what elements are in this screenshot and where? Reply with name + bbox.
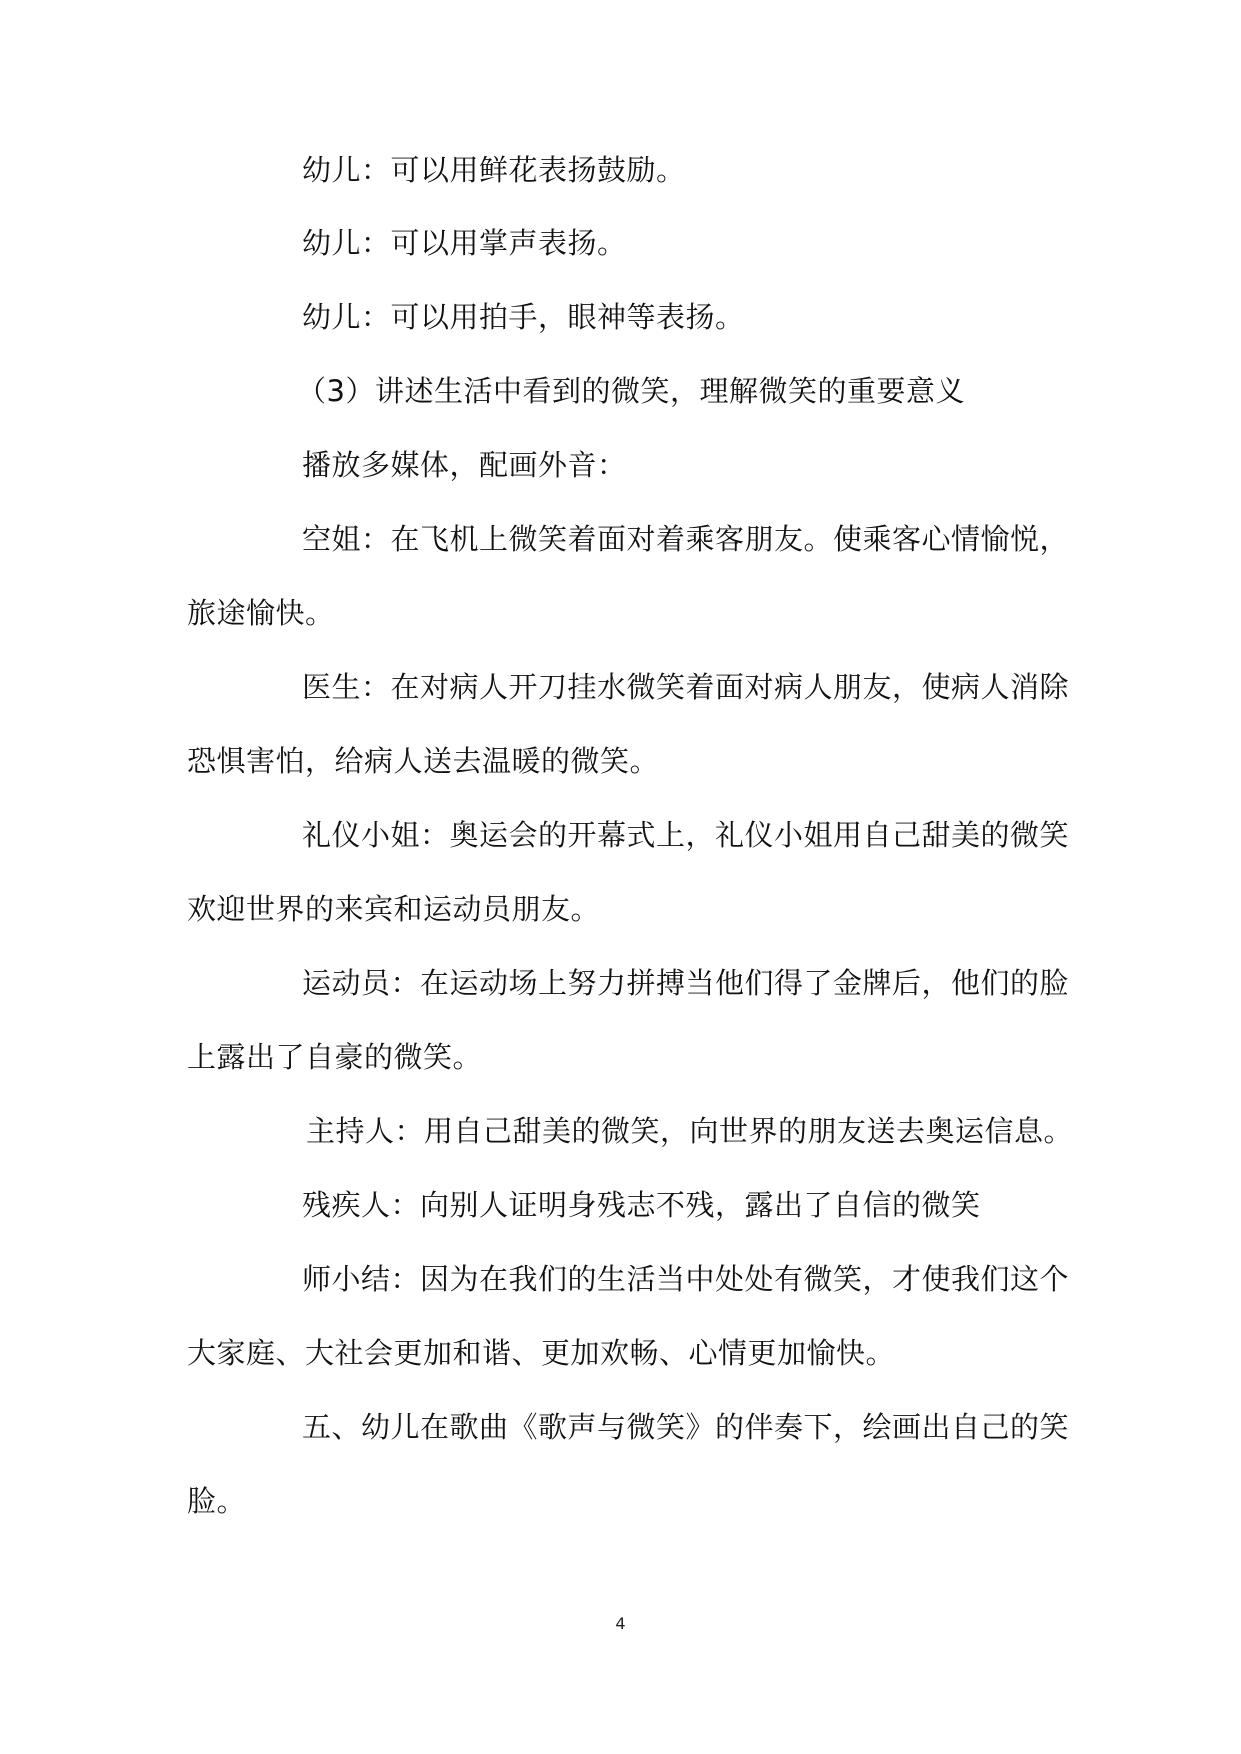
section-heading: （3）讲述生活中看到的微笑，理解微笑的重要意义 [297,374,965,408]
paragraph-line: 运动员：在运动场上努力拼搏当他们得了金牌后，他们的脸 [302,966,1070,1000]
page-number: 4 [615,1614,626,1633]
paragraph-line: 播放多媒体，配画外音： [302,448,627,482]
paragraph-line: 残疾人：向别人证明身残志不残，露出了自信的微笑 [302,1188,981,1222]
paragraph-line: 恐惧害怕，给病人送去温暖的微笑。 [187,744,660,778]
paragraph-line: 主持人：用自己甜美的微笑，向世界的朋友送去奥运信息。 [306,1114,1074,1148]
paragraph-line: 幼儿：可以用拍手，眼神等表扬。 [302,300,745,334]
paragraph-line: 空姐：在飞机上微笑着面对着乘客朋友。使乘客心情愉悦， [302,522,1070,556]
paragraph-line: 礼仪小姐：奥运会的开幕式上，礼仪小姐用自己甜美的微笑 [302,818,1070,852]
paragraph-line: 欢迎世界的来宾和运动员朋友。 [187,892,601,926]
paragraph-line: 脸。 [187,1484,247,1518]
paragraph-line: 医生：在对病人开刀挂水微笑着面对病人朋友，使病人消除 [302,670,1070,704]
paragraph-line: 幼儿：可以用掌声表扬。 [302,226,627,260]
paragraph-line: 旅途愉快。 [187,596,335,630]
paragraph-line: 五、幼儿在歌曲《歌声与微笑》的伴奏下，绘画出自己的笑 [302,1410,1070,1444]
paragraph-line: 幼儿：可以用鲜花表扬鼓励。 [302,153,686,187]
paragraph-line: 师小结：因为在我们的生活当中处处有微笑，才使我们这个 [302,1262,1070,1296]
paragraph-line: 大家庭、大社会更加和谐、更加欢畅、心情更加愉快。 [187,1336,896,1370]
paragraph-line: 上露出了自豪的微笑。 [187,1040,483,1074]
